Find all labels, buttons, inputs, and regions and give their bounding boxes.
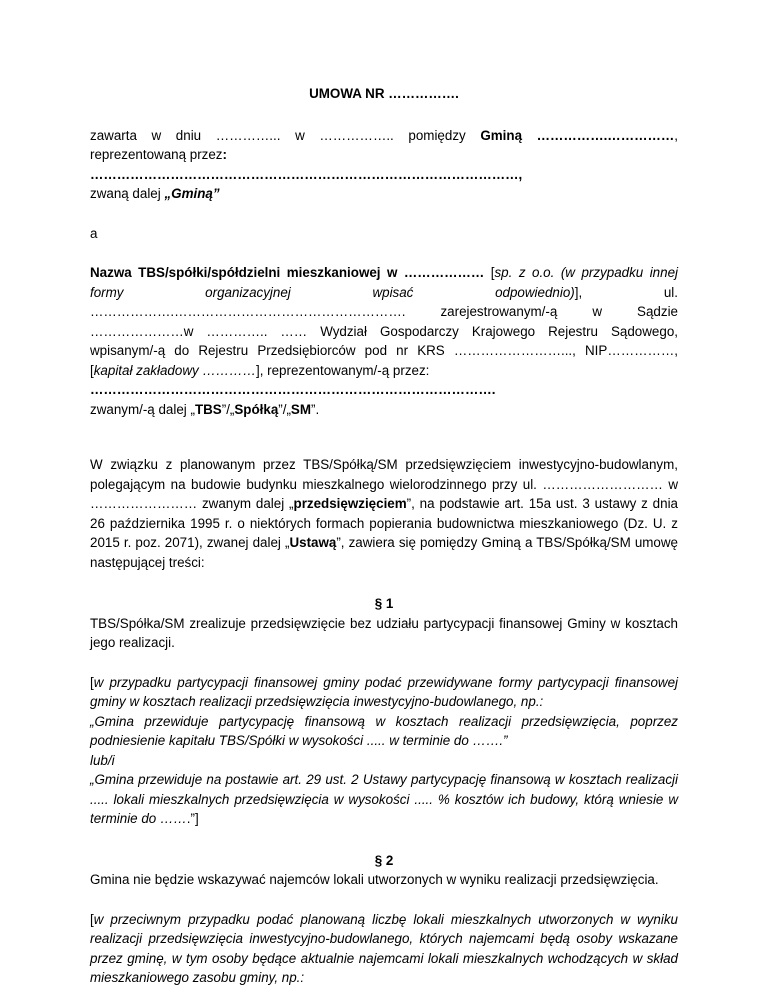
- party-representative-blank: ……………………………………………………………………………….: [90, 382, 496, 397]
- section-2-note: [90, 910, 678, 988]
- note-bracket: [: [90, 674, 94, 690]
- section-1-note: [90, 673, 678, 829]
- intro-paragraph: [90, 126, 678, 204]
- note-bracket: ]: [194, 811, 199, 826]
- intro-colon: :: [222, 147, 227, 162]
- preamble-text: ”, zawiera się pomiędzy Gminą a TBS/Spółką/SM umowę następującej treści:: [90, 535, 678, 570]
- gmina-representative-blank: ……………………………………………………………………………………,: [90, 166, 523, 182]
- preamble-text: ”, na podstawie art. 15a ust. 3 ustawy z dnia 26 października 1995 r. o niektórych formach popierania budownictwa mieszkaniowego (Dz. U. z 2015 r. poz. 2071), zwanej dalej „: [90, 496, 678, 550]
- gmina-party: Gminą …………….……………: [480, 127, 675, 143]
- party-called-sm: SM: [290, 401, 312, 417]
- section-2-heading: § 2: [374, 852, 394, 868]
- section-1-text: TBS/Spółka/SM zrealizuje przedsięwzięcie bez udziału partycypacji finansowej Gminy w kosztach jego realizacji.: [90, 615, 678, 650]
- gmina-called-text: zwaną dalej: [90, 186, 165, 201]
- party-form-note: sp. z o.o. (w przypadku innej formy organizacyjnej wpisać odpowiednio): [90, 265, 679, 300]
- przedsiewziecie-term: przedsięwzięciem: [293, 496, 407, 511]
- party-called-sep: ”/„: [278, 401, 291, 417]
- and-word: a: [90, 225, 98, 241]
- section-2-text: Gmina nie będzie wskazywać najemców lokali utworzonych w wyniku realizacji przedsięwzięcia.: [90, 872, 659, 887]
- section-1-quote-2: „Gmina przewiduje na postawie art. 29 ust. 2 Ustawy partycypację finansową w kosztach realizacji ..... lokali mieszkalnych przedsięwzięcia w wysokości ..... % kosztów ich budowy, którą wniesie w terminie do ……: [90, 772, 678, 826]
- party-capital-note: kapitał zakładowy …………: [93, 362, 256, 378]
- party-bracket: [: [484, 265, 495, 280]
- intro-represented: , reprezentowaną przez: [90, 127, 678, 162]
- party-called-sep: ”/„: [221, 401, 235, 417]
- party-called-text: zwanym/-ą dalej „: [90, 401, 195, 417]
- section-2-note-text: w przeciwnym przypadku podać planowaną liczbę lokali mieszkalnych utworzonych w wyniku realizacji przedsięwzięcia inwestycyjno-budowlanego, których najemcami będą osoby wskazane przez gminę, w tym osoby będące aktualnie najemcami lokali mieszkalnych wchodzących w skład mieszkaniowego zasobu gminy, np.:: [90, 911, 678, 985]
- gmina-called-name: „Gminą”: [164, 186, 220, 201]
- party-called-spolka: Spółką: [234, 401, 279, 417]
- note-bracket: [: [90, 911, 94, 927]
- section-1-heading: § 1: [374, 596, 394, 611]
- party-called-end: ”.: [311, 401, 320, 417]
- party-paragraph: [90, 263, 678, 419]
- party-called-tbs: TBS: [194, 401, 222, 417]
- section-1-quote-2-end: .”: [186, 811, 195, 826]
- document-title: UMOWA NR …………….: [309, 86, 459, 101]
- preamble-paragraph: [90, 455, 678, 572]
- party-represented: ], reprezentowanym/-ą przez:: [255, 362, 430, 378]
- preamble-text: W związku z planowanym przez TBS/Spółką/SM przedsięwzięciem inwestycyjno-budowlanym, polegającym na budowie budynku mieszkalnego wielorodzinnego przy ul. ……………………… w …………………… zwanym dalej „: [90, 457, 678, 511]
- section-1-note-text: w przypadku partycypacji finansowej gminy podać przewidywane formy partycypacji finansowej gminy w kosztach realizacji przedsięwzięcia inwestycyjno-budowlanego, np.:: [90, 674, 678, 709]
- ustawa-term: Ustawą: [289, 535, 337, 550]
- party-details: ], ul. ……………….……………………………………………. zarejestrowanym/-ą w Sądzie …………………w ………….. …… Wydział Gospodarczy Krajowego Rejestru Sądowego, wpisanym/-ą do Rejestru Przedsiębiorców pod nr KRS ……………………..., NIP……………, [: [90, 284, 679, 378]
- intro-text: zawarta w dniu …………... w …………….. pomiędzy: [90, 127, 481, 143]
- party-name: Nazwa TBS/spółki/spółdzielni mieszkaniowej w ………………: [90, 265, 485, 280]
- section-1-or: lub/i: [90, 752, 115, 768]
- section-1-quote-1: „Gmina przewiduje partycypację finansową w kosztach realizacji przedsięwzięcia, poprzez podniesienie kapitału TBS/Spółki w wysokości ..... w terminie do …….”: [90, 713, 678, 748]
